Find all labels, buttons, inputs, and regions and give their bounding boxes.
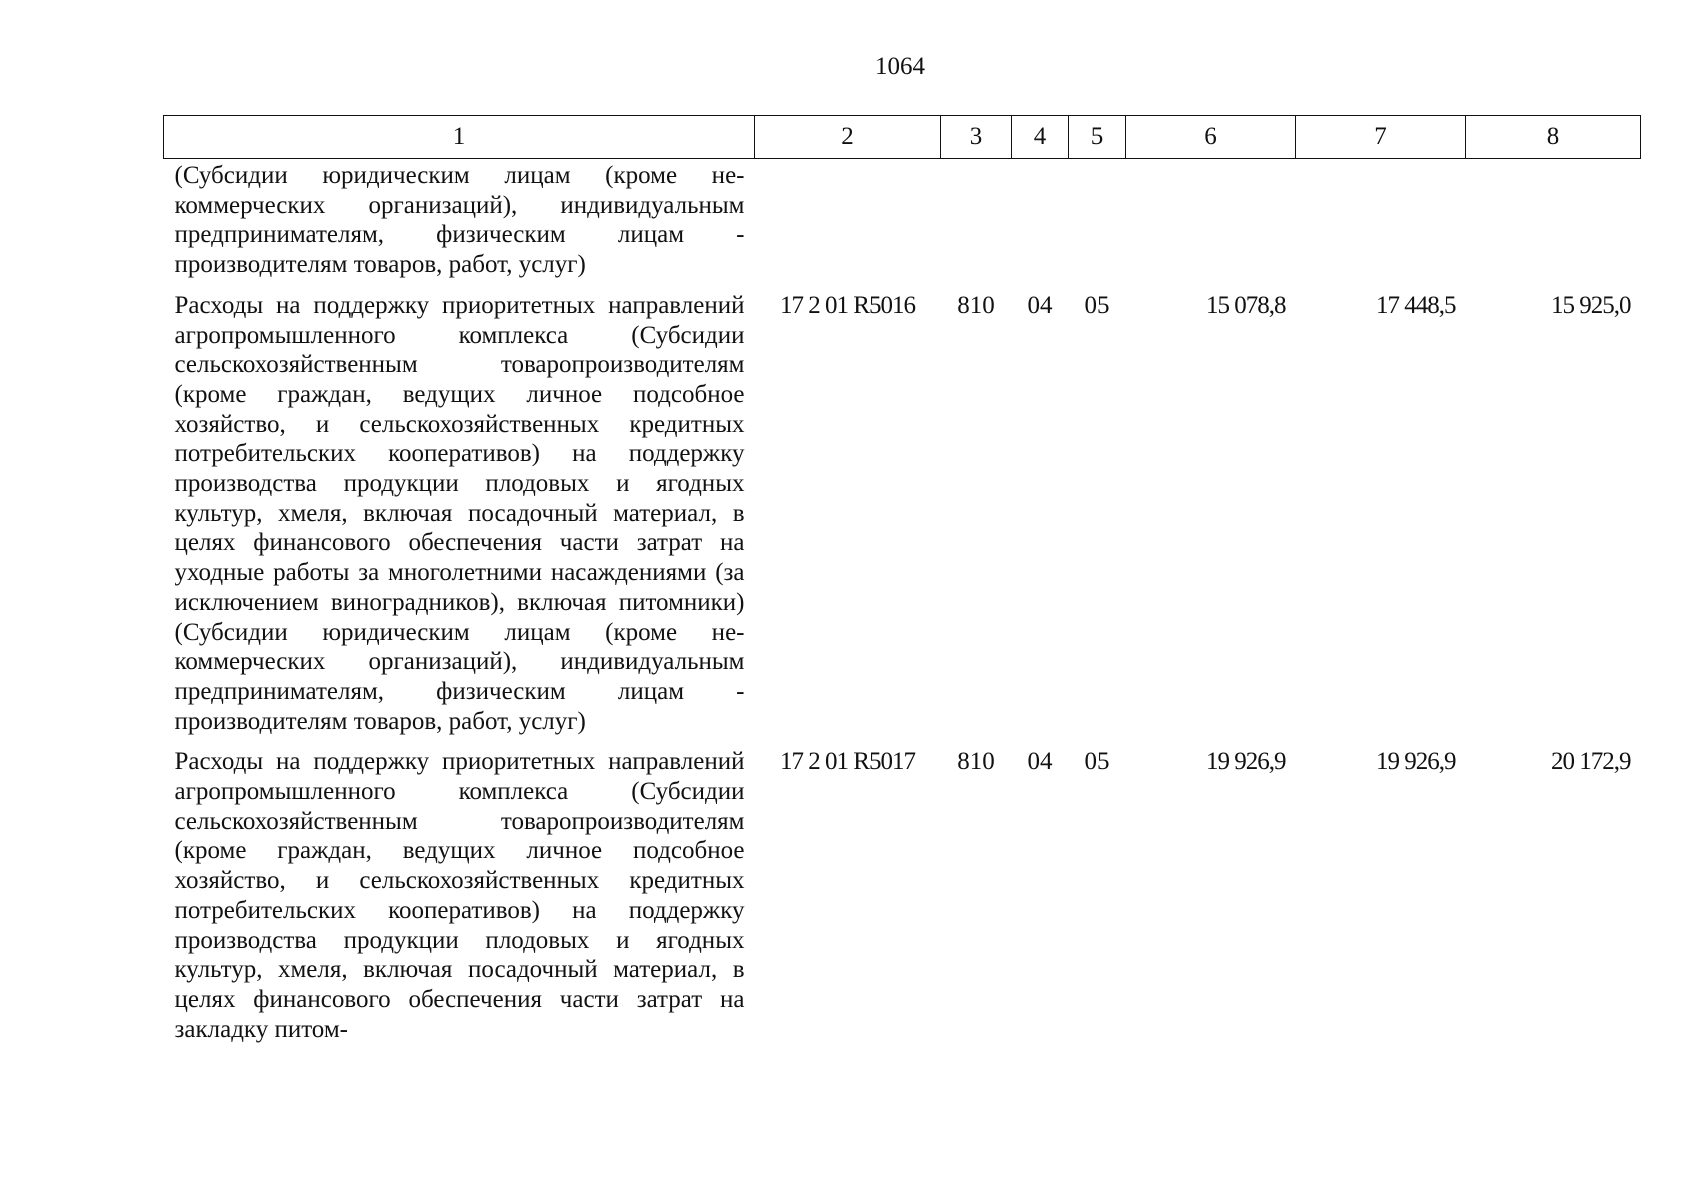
row-description: (Субсидии юридическим лицам (кроме некоммерческих организаций), индивидуальным предпринимателям, физическим лицам - производителям товаров, работ, услуг)	[174, 162, 745, 279]
header-col-7: 7	[1296, 116, 1466, 159]
row-section: 04	[1027, 291, 1053, 319]
header-col-5: 5	[1069, 116, 1126, 159]
row-expense-type: 810	[957, 748, 995, 776]
header-col-1: 1	[164, 116, 755, 159]
row-subsection	[1069, 159, 1126, 291]
row-subsection: 05	[1084, 748, 1110, 776]
row-target-code: 17 2 01 R5016	[780, 291, 915, 319]
row-section: 04	[1027, 748, 1053, 776]
header-col-2: 2	[755, 116, 941, 159]
header-col-3: 3	[941, 116, 1012, 159]
row-expense-type: 810	[957, 291, 995, 319]
row-subsection: 05	[1084, 291, 1110, 319]
table-row	[164, 159, 1641, 291]
header-col-6: 6	[1126, 116, 1296, 159]
row-target-code	[755, 159, 941, 291]
page-number: 1064	[875, 53, 925, 80]
row-amount-col8: 15 925,0	[1551, 291, 1631, 319]
header-col-4: 4	[1012, 116, 1069, 159]
row-amount-col8: 20 172,9	[1551, 748, 1631, 776]
header-col-8: 8	[1466, 116, 1641, 159]
row-amount-col7: 19 926,9	[1376, 748, 1456, 776]
row-expense-type	[941, 159, 1012, 291]
row-amount-col7: 17 448,5	[1376, 291, 1456, 319]
row-amount-col7	[1296, 159, 1466, 291]
row-target-code: 17 2 01 R5017	[780, 748, 915, 776]
row-amount-col6	[1126, 159, 1296, 291]
row-amount-col6: 15 078,8	[1206, 291, 1286, 319]
table-row	[164, 291, 1641, 748]
budget-table	[163, 115, 1641, 1055]
table-header-row	[164, 116, 1641, 159]
row-amount-col6: 19 926,9	[1206, 748, 1286, 776]
row-section	[1012, 159, 1069, 291]
row-description: Расходы на поддержку приоритетных направлений агропромышленного комплекса (Субсидии сельскохозяйственным товаропроизводителям (кроме граждан, ведущих личное подсобное хозяйство, и сельскохозяйственных кредитных потребительских кооперативов) на поддержку производства продукции плодовых и ягодных культур, хмеля, включая посадочный материал, в целях финансового обеспечения части затрат на закладку питом-	[174, 748, 745, 1043]
row-description: Расходы на поддержку приоритетных направлений агропромышленного комплекса (Субсидии сельскохозяйственным товаропроизводителям (кроме граждан, ведущих личное подсобное хозяйство, и сельскохозяйственных кредитных потребительских кооперативов) на поддержку производства продукции плодовых и ягодных культур, хмеля, включая посадочный материал, в целях финансового обеспечения части затрат на уходные работы за многолетними насаждениями (за исключением виноградников), включая питомники) (Субсидии юридическим лицам (кроме некоммерческих организаций), индивидуальным предпринимателям, физическим лицам - производителям товаров, работ, услуг)	[174, 291, 745, 735]
row-amount-col8	[1466, 159, 1641, 291]
table-row	[164, 747, 1641, 1055]
